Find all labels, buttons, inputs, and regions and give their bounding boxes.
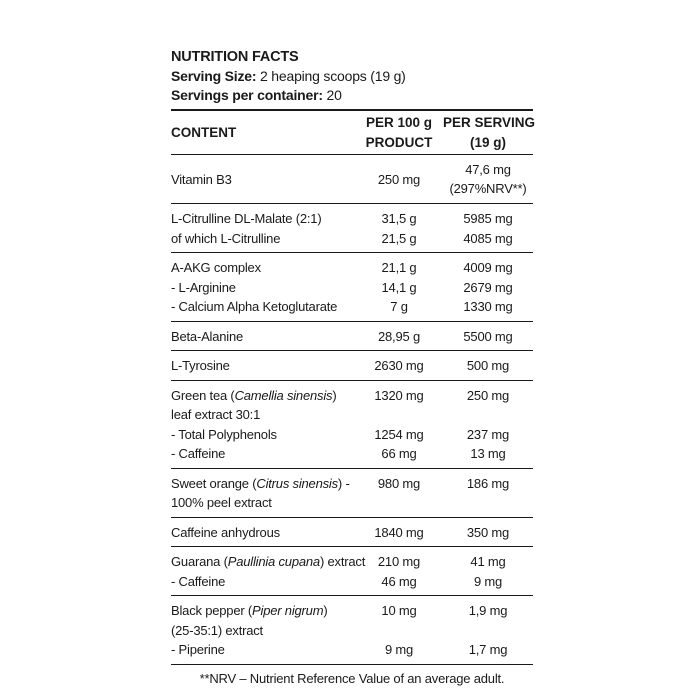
table-row bbox=[171, 351, 533, 380]
table-row bbox=[171, 547, 533, 595]
per100-value: 46 mg bbox=[381, 573, 417, 589]
per100-value: 1840 mg bbox=[374, 524, 424, 540]
nutrient-name: - Caffeine bbox=[171, 446, 226, 461]
serving-size-value: 2 heaping scoops (19 g) bbox=[260, 68, 406, 84]
per100-value: 210 mg bbox=[377, 554, 421, 569]
per100-value: 250 mg bbox=[377, 172, 421, 187]
nutrient-name: (25-35:1) extract bbox=[171, 622, 263, 638]
serving-value: 5500 mg bbox=[463, 328, 513, 344]
serving-value: 350 mg bbox=[466, 524, 510, 540]
serving-value: 237 mg bbox=[466, 426, 510, 442]
nutrient-name: L-Tyrosine bbox=[171, 358, 230, 373]
serving-nrv: (297%NRV**) bbox=[449, 180, 527, 196]
serving-value: 41 mg bbox=[470, 554, 506, 569]
table-row bbox=[171, 518, 533, 547]
nutrient-name: - Calcium Alpha Ketoglutarate bbox=[171, 299, 338, 314]
table-row bbox=[171, 596, 533, 664]
serving-value bbox=[443, 621, 533, 641]
per100-value: 1254 mg bbox=[374, 426, 424, 442]
nutrient-name: - Total Polyphenols bbox=[171, 426, 277, 442]
per100-value: 14,1 g bbox=[381, 279, 417, 295]
serving-value: 5985 mg bbox=[463, 211, 513, 226]
column-headers bbox=[171, 111, 536, 154]
nutrient-name: Black pepper (Piper nigrum) bbox=[171, 603, 328, 618]
serving-value: 47,6 mg bbox=[465, 162, 511, 177]
nutrient-name: leaf extract 30:1 bbox=[171, 407, 261, 422]
serving-value: 250 mg bbox=[466, 387, 510, 403]
servings-per-container bbox=[171, 86, 533, 105]
serving-value: 1,9 mg bbox=[468, 603, 508, 618]
per100-value: 10 mg bbox=[381, 603, 417, 618]
title: NUTRITION FACTS bbox=[171, 49, 299, 65]
table-row bbox=[171, 253, 533, 321]
nutrient-name: Vitamin B3 bbox=[171, 172, 232, 187]
col-content: CONTENT bbox=[171, 125, 237, 140]
serving-value: 9 mg bbox=[473, 573, 503, 589]
nutrient-name: L-Citrulline DL-Malate (2:1) bbox=[171, 211, 322, 226]
serving-value: 13 mg bbox=[470, 446, 506, 461]
serving-value: 4009 mg bbox=[463, 260, 513, 275]
serving-value: 2679 mg bbox=[463, 279, 513, 295]
serving-value bbox=[443, 405, 533, 425]
per100-value: 980 mg bbox=[377, 475, 421, 491]
serving-size-label: Serving Size: bbox=[171, 68, 257, 84]
per100-value bbox=[355, 493, 443, 513]
nutrient-name: Green tea (Camellia sinensis) bbox=[171, 387, 337, 403]
table-row bbox=[171, 381, 533, 468]
nutrition-facts-panel bbox=[171, 48, 536, 686]
serving-value: 500 mg bbox=[466, 358, 510, 373]
per100-value: 1320 mg bbox=[374, 387, 424, 403]
per100-value: 66 mg bbox=[381, 446, 417, 461]
table-row bbox=[171, 204, 533, 252]
nutrient-name: Guarana (Paullinia cupana) extract bbox=[171, 554, 366, 569]
serving-value: 4085 mg bbox=[463, 230, 513, 246]
serving-value: 1330 mg bbox=[463, 299, 513, 314]
per100-value: 2630 mg bbox=[374, 358, 424, 373]
per100-value: 21,1 g bbox=[381, 260, 417, 275]
nutrient-name: A-AKG complex bbox=[171, 260, 261, 275]
per100-value: 9 mg bbox=[384, 642, 414, 657]
footnote: **NRV – Nutrient Reference Value of an average adult. bbox=[199, 670, 505, 686]
col-per100: PER 100 g PRODUCT bbox=[365, 115, 433, 150]
table-row bbox=[171, 469, 533, 517]
serving-value bbox=[443, 493, 533, 513]
serving-value: 186 mg bbox=[466, 475, 510, 491]
nutrient-name: 100% peel extract bbox=[171, 495, 272, 510]
servings-label: Servings per container: bbox=[171, 87, 323, 103]
per100-value: 21,5 g bbox=[381, 230, 417, 246]
nutrient-name: - L-Arginine bbox=[171, 279, 236, 295]
nutrient-name: Caffeine anhydrous bbox=[171, 524, 280, 540]
nutrient-name: of which L-Citrulline bbox=[171, 230, 281, 246]
nutrient-name: Sweet orange (Citrus sinensis) - bbox=[171, 475, 350, 491]
col-per-serving: PER SERVING (19 g) bbox=[443, 115, 536, 150]
nutrient-name: Beta-Alanine bbox=[171, 328, 244, 344]
row-divider bbox=[171, 664, 533, 665]
per100-value: 28,95 g bbox=[378, 328, 420, 344]
serving-size bbox=[171, 67, 533, 86]
nutrient-name: - Caffeine bbox=[171, 573, 226, 589]
servings-value: 20 bbox=[326, 87, 342, 103]
nutrient-name: - Piperine bbox=[171, 642, 225, 657]
per100-value bbox=[355, 405, 443, 425]
per100-value: 31,5 g bbox=[381, 211, 417, 226]
per100-value: 7 g bbox=[390, 299, 408, 314]
serving-value: 1,7 mg bbox=[468, 642, 508, 657]
table-row bbox=[171, 155, 533, 203]
table-row bbox=[171, 322, 533, 351]
per100-value bbox=[355, 621, 443, 641]
